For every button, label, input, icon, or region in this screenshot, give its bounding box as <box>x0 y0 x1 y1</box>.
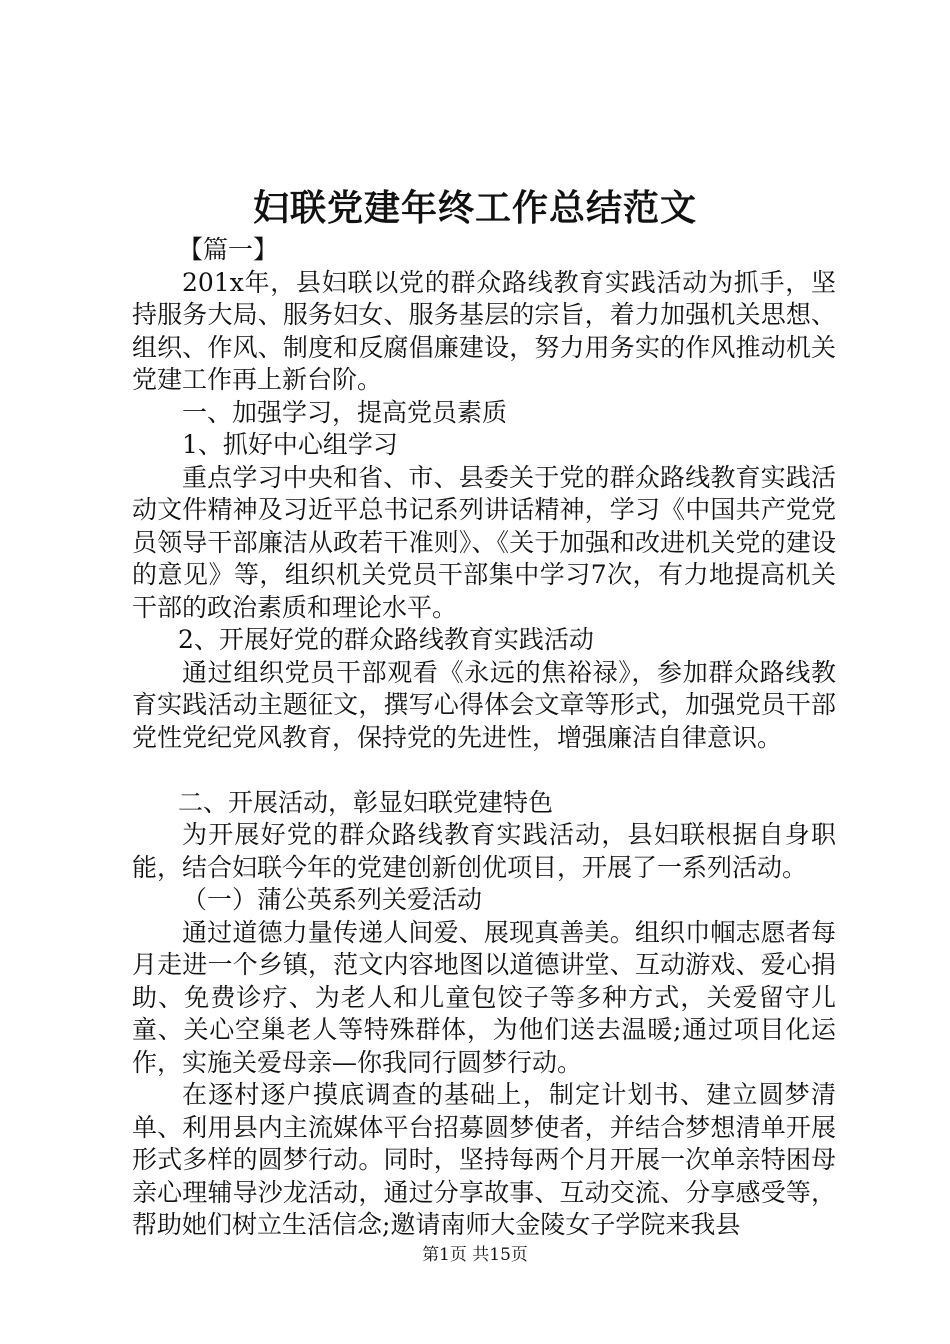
paragraph: 在逐村逐户摸底调查的基础上，制定计划书、建立圆梦清单、利用县内主流媒体平台招募圆梦使者，并结合梦想清单开展形式多样的圆梦行动。同时，坚持每两个月开展一次单亲特困母亲心理辅导沙龙活动，通过分享故事、互动交流、分享感受等，帮助她们树立生活信念;邀请南师大金陵女子学院来我县 <box>132 1080 836 1239</box>
paragraph: 为开展好党的群众路线教育实践活动，县妇联根据自身职能，结合妇联今年的党建创新创优项目，开展了一系列活动。 <box>132 820 836 882</box>
paragraph: 重点学习中央和省、市、县委关于党的群众路线教育实践活动文件精神及习近平总书记系列讲话精神，学习《中国共产党党员领导干部廉洁从政若干准则》、《关于加强和改进机关党的建设的意见》等，组织机关党员干部集中学习7次，有力地提高机关干部的政治素质和理论水平。 <box>132 462 836 622</box>
document-title: 妇联党建年终工作总结范文 <box>252 187 697 229</box>
paragraph: 通过道德力量传递人间爱、展现真善美。组织巾帼志愿者每月走进一个乡镇，范文内容地图以道德讲堂、互动游戏、爱心捐助、免费诊疗、为老人和儿童包饺子等多种方式，关爱留守儿童、关心空巢老人等特殊群体，为他们送去温暖;通过项目化运作，实施关爱母亲—你我同行圆梦行动。 <box>132 917 836 1077</box>
document-body <box>132 234 836 1242</box>
subsection-heading: 2、开展好党的群众路线教育实践活动 <box>178 625 594 654</box>
subsection-heading: （一）蒲公英系列关爱活动 <box>182 885 483 914</box>
page-footer: 第1页 共15页 <box>422 1245 528 1265</box>
section-heading: 一、加强学习，提高党员素质 <box>182 397 508 427</box>
subsection-heading: 1、抓好中心组学习 <box>182 430 398 459</box>
paragraph: 201x年，县妇联以党的群众路线教育实践活动为抓手，坚持服务大局、服务妇女、服务基层的宗旨，着力加强机关思想、组织、作风、制度和反腐倡廉建设，努力用务实的作风推动机关党建工作再上新台阶。 <box>132 267 836 394</box>
blank-line <box>132 754 836 787</box>
section-label: 【篇一】 <box>178 235 279 264</box>
paragraph: 通过组织党员干部观看《永远的焦裕禄》，参加群众路线教育实践活动主题征文，撰写心得体会文章等形式，加强党员干部党性党纪党风教育，保持党的先进性，增强廉洁自律意识。 <box>132 657 836 752</box>
section-heading: 二、开展活动，彰显妇联党建特色 <box>178 787 554 817</box>
